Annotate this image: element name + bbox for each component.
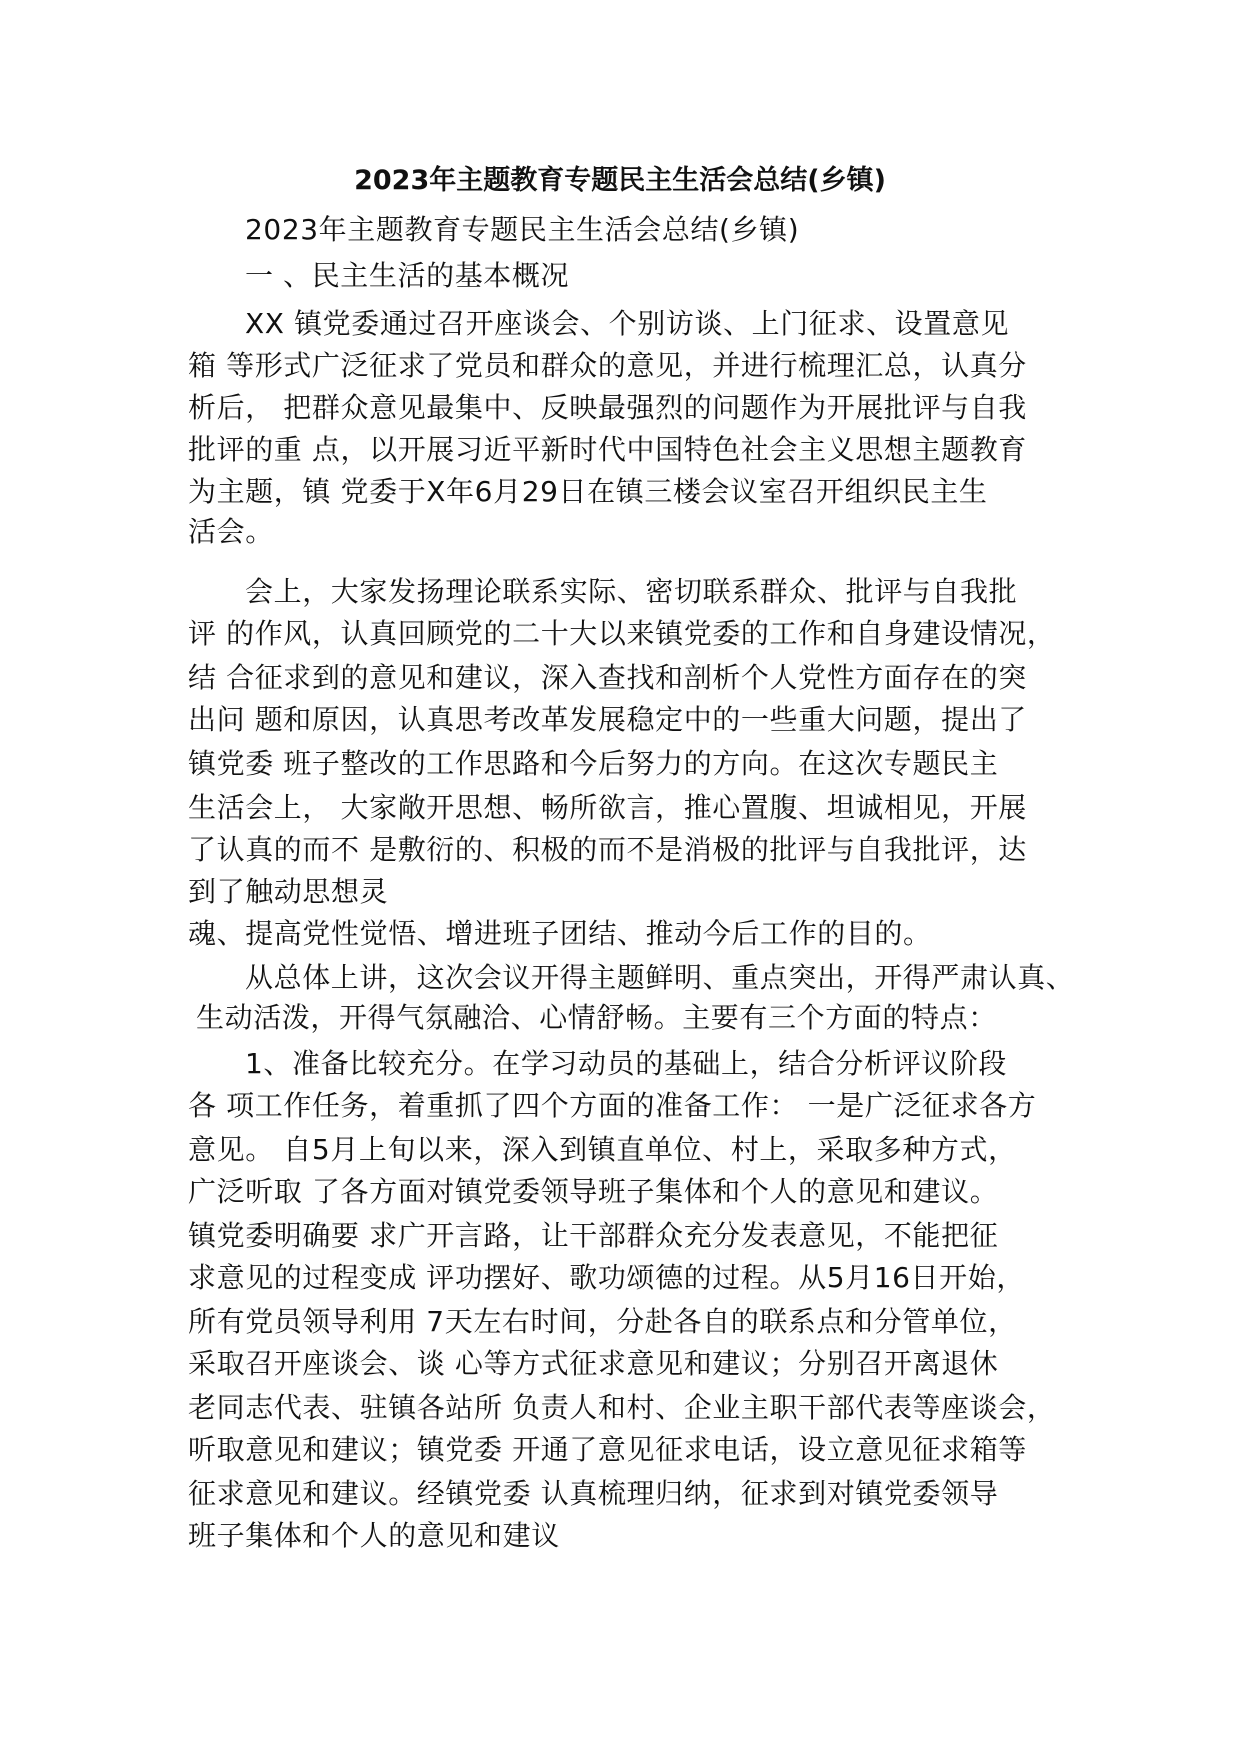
paragraph-line: 广泛听取 了各方面对镇党委领导班子集体和个人的意见和建议。 xyxy=(188,1175,999,1208)
paragraph-line: 1、准备比较充分。在学习动员的基础上，结合分析评议阶段 xyxy=(245,1047,1008,1080)
paragraph-line: 镇党委 班子整改的工作思路和今后努力的方向。在这次专题民主 xyxy=(188,747,999,780)
paragraph-line: 采取召开座谈会、谈 心等方式征求意见和建议；分别召开离退休 xyxy=(188,1347,999,1380)
paragraph-line: 从总体上讲，这次会议开得主题鲜明、重点突出，开得严肃认真、 xyxy=(245,961,1075,994)
paragraph-line: 结 合征求到的意见和建议，深入查找和剖析个人党性方面存在的突 xyxy=(188,661,1027,694)
paragraph-line: 班子集体和个人的意见和建议 xyxy=(188,1519,560,1552)
paragraph-line: XX 镇党委通过召开座谈会、个别访谈、上门征求、设置意见 xyxy=(245,307,1010,340)
paragraph-line: 为主题，镇 党委于X年6月29日在镇三楼会议室召开组织民主生 xyxy=(188,475,988,508)
paragraph-line: 生活会上， 大家敞开思想、畅所欲言，推心置腹、坦诚相见，开展 xyxy=(188,791,1027,824)
document-title: 2023年主题教育专题民主生活会总结(乡镇) xyxy=(354,165,886,196)
paragraph-line: 求意见的过程变成 评功摆好、歌功颂德的过程。从5月16日开始， xyxy=(188,1261,1025,1294)
paragraph-line: 出问 题和原因，认真思考改革发展稳定中的一些重大问题，提出了 xyxy=(188,703,1027,736)
paragraph-line: 生动活泼，开得气氛融洽、心情舒畅。主要有三个方面的特点： xyxy=(196,1001,997,1034)
paragraph-line: 析后， 把群众意见最集中、反映最强烈的问题作为开展批评与自我 xyxy=(188,391,1027,424)
subtitle-line: 2023年主题教育专题民主生活会总结(乡镇) xyxy=(245,213,800,246)
paragraph-line: 会上，大家发扬理论联系实际、密切联系群众、批评与自我批 xyxy=(245,575,1018,608)
paragraph-line: 活会。 xyxy=(188,515,274,548)
paragraph-line: 意见。 自5月上旬以来，深入到镇直单位、村上，采取多种方式， xyxy=(188,1133,1017,1166)
paragraph-line: 各 项工作任务，着重抓了四个方面的准备工作： 一是广泛征求各方 xyxy=(188,1089,1037,1122)
paragraph-line: 箱 等形式广泛征求了党员和群众的意见，并进行梳理汇总，认真分 xyxy=(188,349,1027,382)
section-heading: 一 、民主生活的基本概况 xyxy=(245,259,570,292)
paragraph-line: 了认真的而不 是敷衍的、积极的而不是消极的批评与自我批评，达 xyxy=(188,833,1027,866)
paragraph-line: 老同志代表、驻镇各站所 负责人和村、企业主职干部代表等座谈会， xyxy=(188,1391,1056,1424)
paragraph-line: 魂、提高党性觉悟、增进班子团结、推动今后工作的目的。 xyxy=(188,917,932,950)
paragraph-line: 批评的重 点，以开展习近平新时代中国特色社会主义思想主题教育 xyxy=(188,433,1027,466)
paragraph-line: 征求意见和建议。经镇党委 认真梳理归纳，征求到对镇党委领导 xyxy=(188,1477,999,1510)
paragraph-line: 所有党员领导利用 7天左右时间，分赴各自的联系点和分管单位， xyxy=(188,1305,1017,1338)
paragraph-line: 听取意见和建议；镇党委 开通了意见征求电话，设立意见征求箱等 xyxy=(188,1433,1027,1466)
paragraph-line: 到了触动思想灵 xyxy=(188,875,389,908)
paragraph-line: 评 的作风，认真回顾党的二十大以来镇党委的工作和自身建设情况， xyxy=(188,617,1056,650)
paragraph-line: 镇党委明确要 求广开言路，让干部群众充分发表意见，不能把征 xyxy=(188,1219,999,1252)
